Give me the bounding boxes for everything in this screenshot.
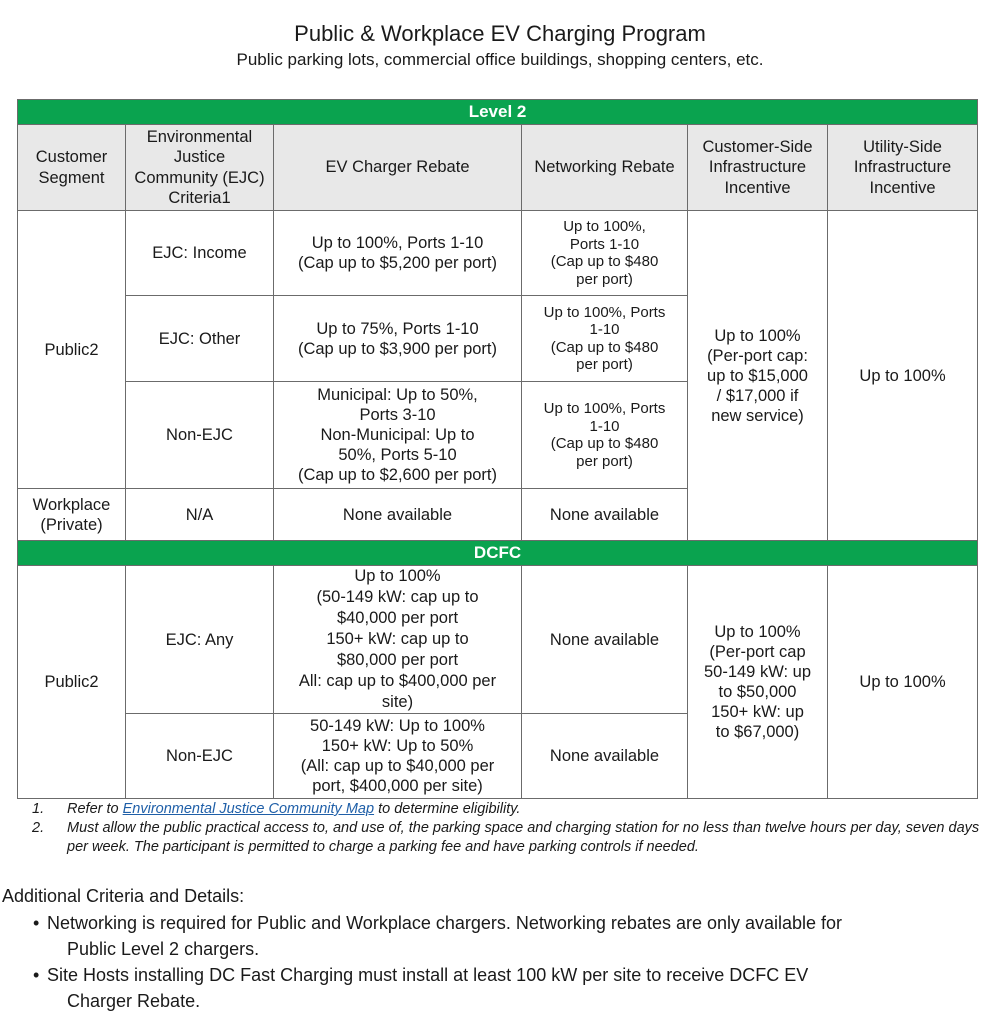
customer-side-line: up to $15,000: [707, 366, 808, 385]
col-header-networking-rebate: Networking Rebate: [522, 125, 688, 211]
bullet-line: Networking is required for Public and Workplace chargers. Networking rebates are only available for: [47, 913, 843, 933]
customer-side-line: to $50,000: [718, 683, 797, 701]
networking-line: (Cap up to $480: [550, 338, 659, 356]
rebate-cell: [274, 714, 522, 799]
col-header-ev-charger-rebate: EV Charger Rebate: [274, 125, 522, 211]
rebate-cell: None available: [274, 489, 522, 541]
networking-line: per port): [576, 270, 633, 288]
bullet-line: Charger Rebate.: [67, 991, 201, 1011]
additional-criteria-title: Additional Criteria and Details:: [2, 886, 245, 906]
bullet-icon: •: [33, 965, 40, 985]
dcfc-band: DCFC: [18, 541, 978, 566]
rebate-line: (All: cap up to $40,000 per: [300, 757, 495, 775]
rebate-line: 150+ kW: cap up to: [326, 630, 469, 648]
segment-public-dcfc: Public2: [18, 566, 126, 799]
rebate-line: Non-Municipal: Up to: [320, 426, 475, 444]
rebate-cell: [274, 382, 522, 489]
ejc-cell: N/A: [126, 489, 274, 541]
customer-side-line: to $67,000): [715, 723, 800, 741]
rebate-line: (50-149 kW: cap up to: [316, 588, 479, 606]
col-header-customer-segment: Customer Segment: [18, 125, 126, 211]
level2-band: Level 2: [18, 100, 978, 125]
rebate-line: (Cap up to $3,900 per port): [297, 339, 498, 358]
rebate-line: Up to 75%, Ports 1-10: [316, 319, 479, 338]
ejc-cell: EJC: Income: [126, 211, 274, 296]
rebate-line: (Cap up to $2,600 per port): [297, 466, 498, 484]
segment-line: (Private): [40, 515, 103, 534]
list-item: [33, 910, 993, 962]
bullet-line: Public Level 2 chargers.: [67, 939, 260, 959]
networking-cell: None available: [522, 566, 688, 714]
additional-criteria-list: [33, 910, 993, 1014]
rebate-line: port, $400,000 per site): [312, 777, 483, 795]
rebate-line: 50-149 kW: Up to 100%: [310, 717, 485, 735]
rebate-line: Up to 100%: [354, 567, 441, 585]
footnote-number: 1.: [32, 801, 45, 817]
networking-cell: [522, 382, 688, 489]
customer-side-dcfc: [688, 566, 828, 799]
customer-side-level2: [688, 211, 828, 541]
customer-side-line: 50-149 kW: up: [703, 663, 811, 681]
networking-line: (Cap up to $480: [550, 253, 659, 270]
col-header-ejc-criteria: Environmental Justice Community (EJC) Criteria1: [126, 125, 274, 211]
rebate-line: (Cap up to $5,200 per port): [297, 254, 498, 272]
rebate-cell: [274, 211, 522, 296]
footnote-1: [32, 800, 1000, 819]
col-header-customer-side: Customer-Side Infrastructure Incentive: [688, 125, 828, 211]
customer-side-line: (Per-port cap: [709, 643, 806, 661]
ejc-cell: Non-EJC: [126, 382, 274, 489]
utility-side-dcfc: Up to 100%: [828, 566, 978, 799]
footnote-2: [32, 819, 1000, 857]
footnote-text: [67, 800, 520, 819]
rebate-table: [17, 99, 978, 799]
rebate-line: site): [381, 693, 414, 711]
ejc-map-link[interactable]: Environmental Justice Community Map: [122, 801, 375, 817]
networking-line: Ports 1-10: [569, 235, 640, 253]
bullet-line: Site Hosts installing DC Fast Charging must install at least 100 kW per site to receive DCFC EV: [47, 965, 809, 985]
footnotes: [32, 800, 1000, 857]
networking-line: per port): [576, 356, 633, 373]
segment-workplace: [18, 489, 126, 541]
rebate-cell: [274, 296, 522, 382]
segment-line: Workplace: [32, 495, 111, 514]
ejc-cell: Non-EJC: [126, 714, 274, 799]
page-subtitle: Public parking lots, commercial office buildings, shopping centers, etc.: [236, 50, 764, 69]
footnote-number: 2.: [32, 820, 45, 836]
rebate-cell: [274, 566, 522, 714]
networking-line: (Cap up to $480: [550, 435, 659, 452]
customer-side-line: Up to 100%: [714, 623, 801, 641]
networking-line: Up to 100%, Ports: [543, 400, 666, 417]
footnote-suffix: to determine eligibility.: [374, 801, 521, 817]
col-header-utility-side: Utility-Side Infrastructure Incentive: [828, 125, 978, 211]
footnote-prefix: Refer to: [67, 801, 123, 817]
rebate-line: Ports 3-10: [359, 406, 436, 424]
customer-side-line: / $17,000 if: [716, 386, 799, 405]
networking-line: 1-10: [589, 321, 620, 338]
networking-cell: None available: [522, 714, 688, 799]
rebate-line: All: cap up to $400,000 per: [298, 672, 497, 690]
customer-side-line: new service): [711, 406, 804, 425]
utility-side-level2: Up to 100%: [828, 211, 978, 541]
networking-cell: [522, 296, 688, 382]
customer-side-line: Up to 100%: [714, 326, 801, 345]
networking-line: per port): [576, 452, 633, 470]
networking-line: Up to 100%, Ports: [543, 303, 666, 321]
customer-side-line: (Per-port cap:: [707, 346, 808, 365]
rebate-line: Up to 100%, Ports 1-10: [311, 234, 484, 252]
networking-cell: [522, 211, 688, 296]
rebate-line: $40,000 per port: [336, 609, 459, 627]
networking-line: Up to 100%,: [563, 218, 646, 235]
networking-cell: None available: [522, 489, 688, 541]
rebate-line: $80,000 per port: [336, 651, 459, 669]
page-title: Public & Workplace EV Charging Program: [294, 21, 706, 46]
ejc-cell: EJC: Other: [126, 296, 274, 382]
bullet-icon: •: [33, 913, 40, 933]
rebate-line: 150+ kW: Up to 50%: [321, 737, 474, 755]
networking-line: 1-10: [589, 417, 620, 435]
customer-side-line: 150+ kW: up: [711, 703, 804, 721]
list-item: [33, 962, 993, 1014]
segment-public-level2: Public2: [18, 211, 126, 489]
rebate-line: 50%, Ports 5-10: [338, 446, 457, 464]
rebate-line: Municipal: Up to 50%,: [317, 386, 478, 404]
footnote-text: Must allow the public practical access to, and use of, the parking space and charging station for no less than twelve hours per day, seven days per week. The participant is permitted to charge a parking fee and have parking controls if needed.: [67, 820, 980, 855]
ejc-cell: EJC: Any: [126, 566, 274, 714]
